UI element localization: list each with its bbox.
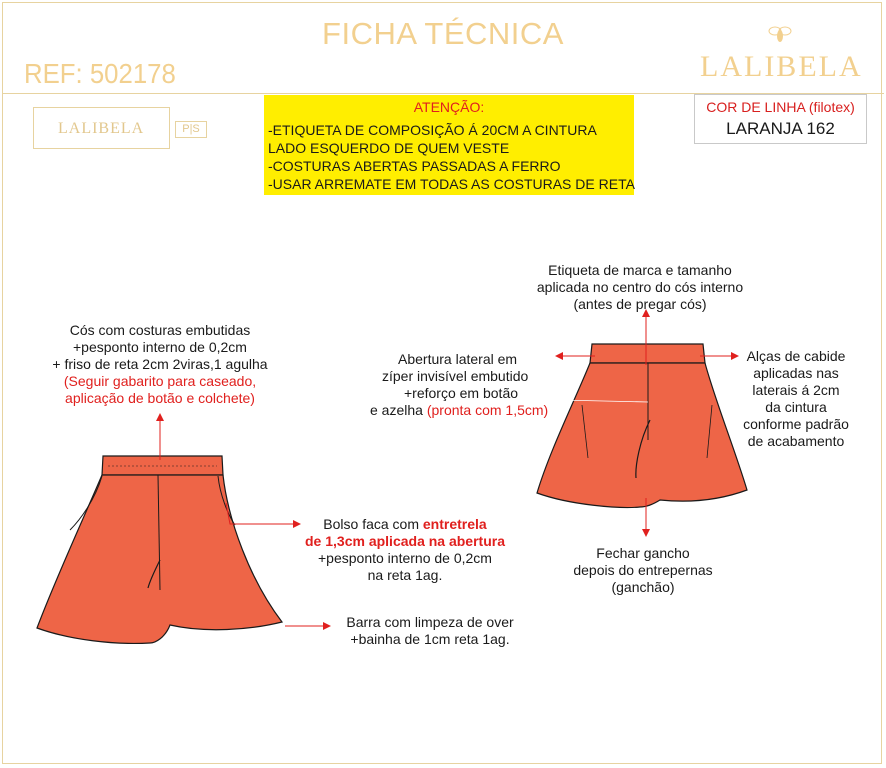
note-line: Barra com limpeza de over (346, 614, 514, 630)
note-line: aplicação de botão e colchete) (65, 390, 255, 406)
front-waistband (102, 456, 223, 475)
note-hanger (743, 348, 849, 450)
note-line: na reta 1ag. (367, 567, 443, 583)
note-highlight: entretrela (422, 516, 487, 532)
note-line: +pesponto interno de 0,2cm (318, 550, 492, 566)
note-line: Alças de cabide (746, 348, 846, 364)
attention-line: -ETIQUETA DE COMPOSIÇÃO Á 20CM A CINTURA (268, 122, 597, 138)
attention-line: -COSTURAS ABERTAS PASSADAS A FERRO (268, 158, 561, 174)
note-crotch (573, 545, 712, 596)
note-line: aplicadas nas (753, 365, 839, 381)
note-line: zíper invisível embutido (382, 368, 529, 384)
note-label-tag (537, 262, 743, 313)
arrow-pocket (226, 503, 300, 524)
label-size: P|S (175, 121, 207, 138)
attention-line: -USAR ARREMATE EM TODAS AS COSTURAS DE RETA (268, 176, 635, 192)
back-body (537, 363, 747, 507)
back-shorts (537, 344, 747, 507)
note-line: de acabamento (747, 433, 845, 449)
front-shorts (37, 456, 282, 643)
attention-line: LADO ESQUERDO DE QUEM VESTE (268, 140, 510, 156)
note-line: (Seguir gabarito para caseado, (63, 373, 257, 389)
note-highlight: de 1,3cm aplicada na abertura (305, 533, 505, 549)
note-line: e azelha (370, 402, 427, 418)
note-pocket (305, 516, 505, 584)
note-line: depois do entrepernas (573, 562, 713, 578)
page-title: FICHA TÉCNICA (322, 16, 564, 51)
reference-number: REF: 502178 (24, 58, 176, 89)
note-line: Fechar gancho (596, 545, 690, 561)
note-line: Bolso faca com (323, 516, 423, 532)
note-highlight: (pronta com 1,5cm) (426, 402, 549, 418)
note-line: da cintura (765, 399, 827, 415)
note-hem (346, 614, 513, 648)
note-line: Abertura lateral em (398, 351, 518, 367)
thread-color-value: LARANJA 162 (726, 119, 835, 138)
note-side-opening (368, 351, 548, 419)
note-line: + friso de reta 2cm 2viras,1 agulha (52, 356, 268, 372)
note-line: Cós com costuras embutidas (69, 322, 251, 338)
note-line: aplicada no centro do cós interno (536, 279, 744, 295)
back-waistband (590, 344, 705, 363)
label-brand: LALIBELA (58, 120, 145, 137)
note-line: conforme padrão (743, 416, 849, 432)
note-line: +pesponto interno de 0,2cm (73, 339, 247, 355)
attention-title: ATENÇÃO: (413, 99, 485, 115)
brand-logo: LALIBELA (700, 50, 863, 83)
note-waistband (52, 322, 267, 407)
note-line: laterais á 2cm (752, 382, 840, 398)
note-line: Etiqueta de marca e tamanho (548, 262, 732, 278)
note-line: +reforço em botão (404, 385, 519, 401)
thread-color-title: COR DE LINHA (filotex) (706, 99, 855, 115)
note-line: (antes de pregar cós) (573, 296, 707, 312)
note-line: +bainha de 1cm reta 1ag. (350, 631, 510, 647)
note-line: (ganchão) (611, 579, 675, 595)
